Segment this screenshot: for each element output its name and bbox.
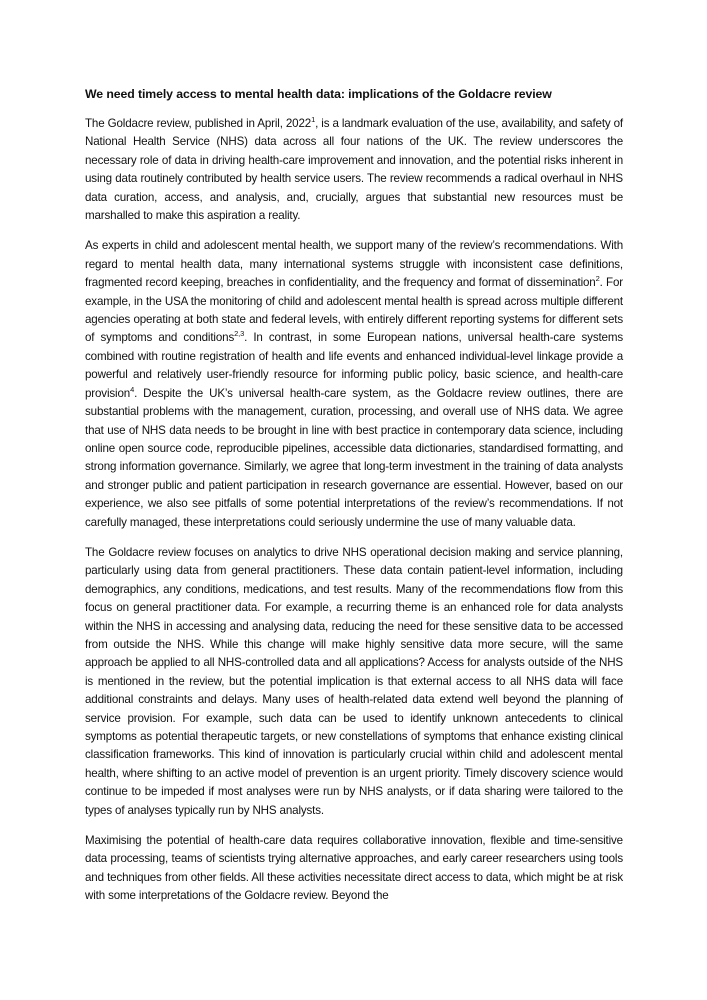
citation-2: 2 bbox=[595, 274, 600, 284]
paragraph-2 bbox=[85, 237, 623, 532]
paragraph-1-text: , is a landmark evaluation of the use, availability, and safety of National Health Service (NHS) data across all four nations of the UK. The review underscores the necessary role of data in driving health-care improvement and innovation, and the potential risks inherent in using data routinely contributed by health service users. The review recommends a radical overhaul in NHS data curation, access, and analysis, and, crucially, argues that substantial new resources must be marshalled to make this aspiration a reality. bbox=[85, 117, 624, 223]
paragraph-2-text: As experts in child and adolescent mental health, we support many of the review’s recommendations. With regard to mental health data, many international systems struggle with inconsistent case definitions, fragmented record keeping, breaches in confidentiality, and the frequency and format of dissemination bbox=[85, 239, 623, 290]
document-title: We need timely access to mental health data: implications of the Goldacre review bbox=[85, 87, 552, 101]
citation-1: 1 bbox=[311, 115, 316, 125]
paragraph-1-text: The Goldacre review, published in April, 2022 bbox=[85, 117, 312, 130]
paragraph-3-text: The Goldacre review focuses on analytics to drive NHS operational decision making and service planning, particularly using data from general practitioners. These data contain patient-level information, including demographics, any conditions, medications, and test results. Many of the recommendations flow from this focus on general practitioner data. For example, a recurring theme is an enhanced role for data analysts within the NHS in accessing and analysing data, reducing the need for these sensitive data to be accessed from outside the NHS. While this change will make highly sensitive data more secure, will the same approach be applied to all NHS-controlled data and all applications? Access for analysts outside of the NHS is mentioned in the review, but the potential implication is that external access to all NHS data will face additional constraints and delays. Many uses of health-related data extend well beyond the planning of service provision. For example, such data can be used to identify unknown antecedents to clinical symptoms as potential therapeutic targets, or new constellations of symptoms that enhance existing clinical classification frameworks. This kind of innovation is particularly crucial within child and adolescent mental health, where shifting to an active model of prevention is an urgent priority. Timely discovery science would continue to be impeded if most analyses were run by NHS analysts, or if data sharing were tailored to the types of analyses typically run by NHS analysts. bbox=[85, 545, 623, 817]
paragraph-4 bbox=[85, 832, 623, 906]
document-page bbox=[85, 86, 623, 918]
citation-4: 4 bbox=[130, 384, 135, 394]
paragraph-3 bbox=[85, 544, 623, 820]
paragraph-2-text: . Despite the UK’s universal health-care system, as the Goldacre review outlines, there are substantial problems with the management, curation, processing, and overall use of NHS data. We agree that use of NHS data needs to be brought in line with best practice in contemporary data science, including online open source code, reproducible pipelines, accessible data dictionaries, standardised formatting, and strong information governance. Similarly, we agree that long-term investment in the training of data analysts and stronger public and patient participation in research governance are essential. However, based on our experience, we also see pitfalls of some potential interpretations of the review’s recommendations. If not carefully managed, these interpretations could seriously undermine the use of many valuable data. bbox=[85, 386, 623, 529]
citation-2-3: 2,3 bbox=[234, 329, 245, 339]
paragraph-2-text: . For example, in the USA the monitoring of child and adolescent mental health is spread across multiple different agencies operating at both state and federal levels, with entirely different reporting systems for different sets of symptoms and conditions bbox=[85, 276, 623, 345]
paragraph-1 bbox=[85, 115, 623, 225]
paragraph-4-text: Maximising the potential of health-care data requires collaborative innovation, flexible and time-sensitive data processing, teams of scientists trying alternative approaches, and early career researchers using tools and techniques from other fields. All these activities necessitate direct access to data, which might be at risk with some interpretations of the Goldacre review. Beyond the bbox=[85, 834, 623, 903]
paragraph-2-text: . In contrast, in some European nations, universal health-care systems combined with routine registration of health and life events and enhanced individual-level linkage provide a powerful and relatively user-friendly resource for informing public policy, basic science, and health-care provision bbox=[85, 331, 623, 400]
